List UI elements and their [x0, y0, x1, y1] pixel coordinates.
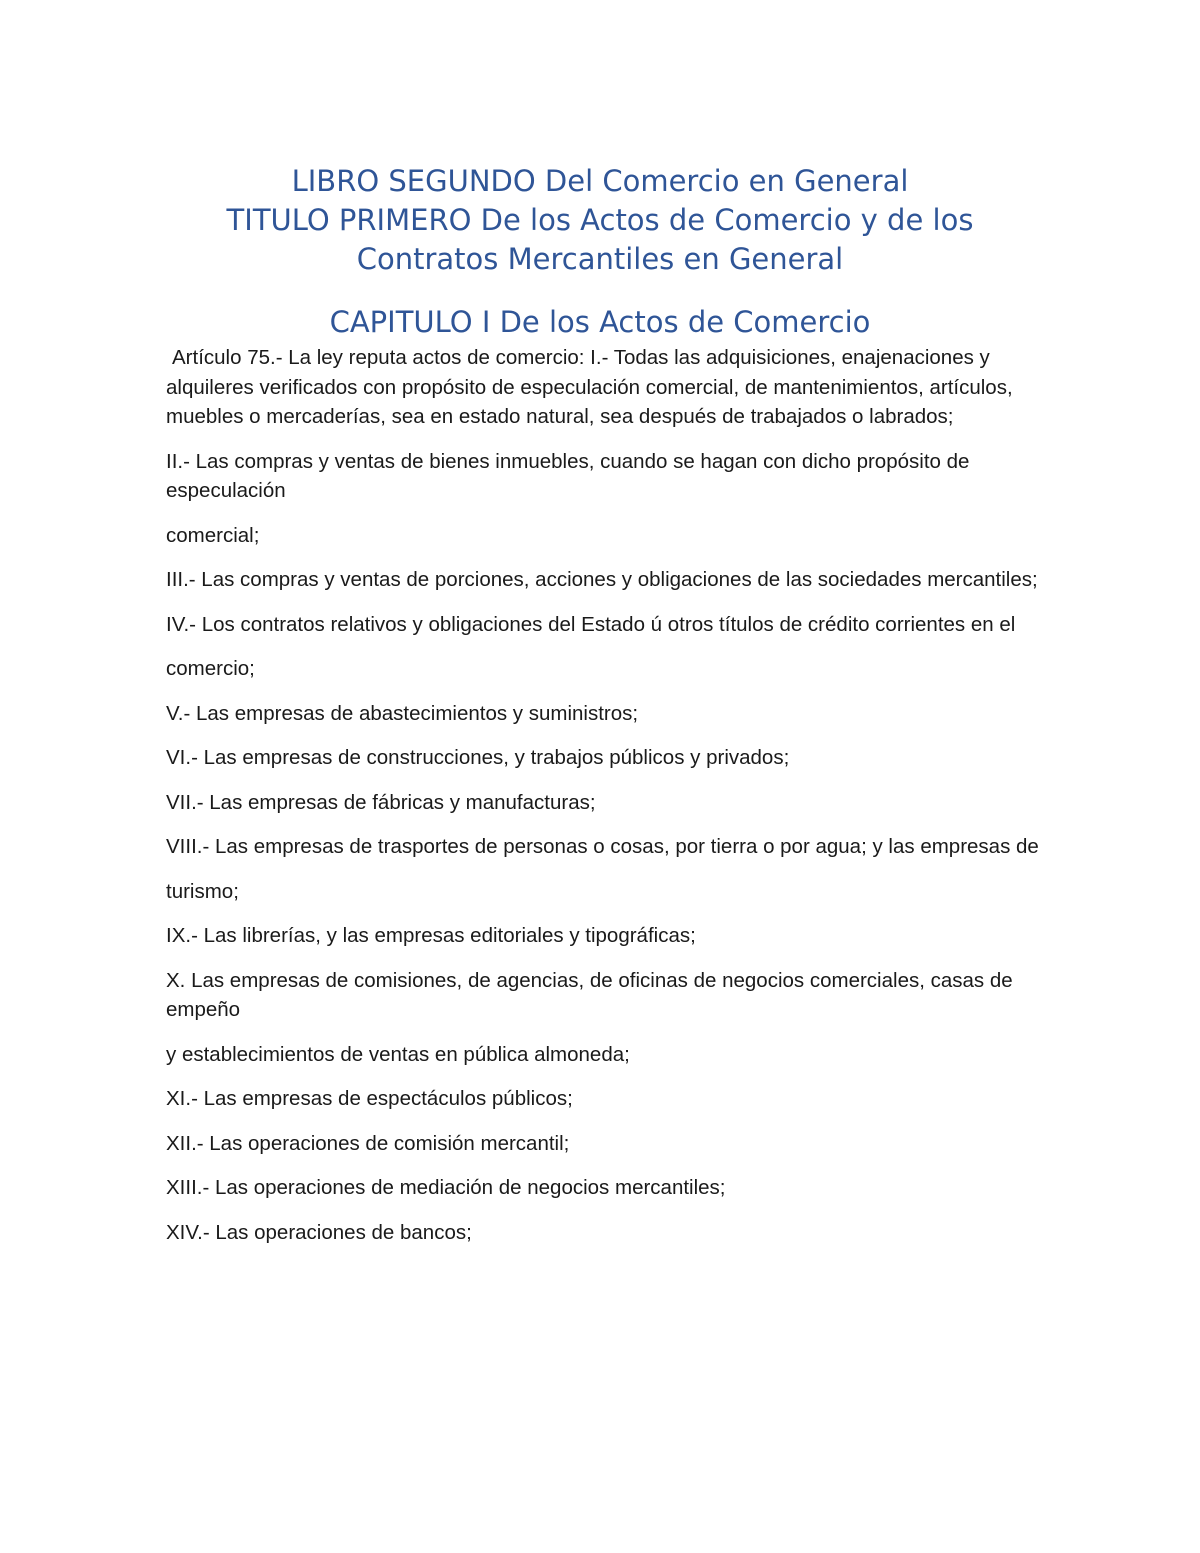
paragraph-viii-cont: turismo;	[166, 879, 239, 903]
paragraph-iv-cont: comercio;	[166, 657, 255, 680]
paragraph-viii: VIII.- Las empresas de trasportes de personas o cosas, por tierra o por agua; y las empresas de	[166, 835, 1039, 858]
title-line-libro: LIBRO SEGUNDO Del Comercio en General	[291, 164, 909, 198]
paragraph-xi: XI.- Las empresas de espectáculos públicos;	[166, 1087, 573, 1110]
paragraph-x-cont: y establecimientos de ventas en pública almoneda;	[166, 1042, 630, 1066]
paragraph-ix: IX.- Las librerías, y las empresas editoriales y tipográficas;	[166, 924, 696, 947]
paragraph-vii: VII.- Las empresas de fábricas y manufacturas;	[166, 790, 596, 814]
paragraph-v: V.- Las empresas de abastecimientos y suministros;	[166, 701, 639, 725]
paragraph-vi: VI.- Las empresas de construcciones, y trabajos públicos y privados;	[166, 746, 790, 769]
paragraph-ii-cont: comercial;	[166, 523, 260, 547]
paragraph-article-75: Artículo 75.- La ley reputa actos de comercio: I.- Todas las adquisiciones, enajenaciones y alquileres verificados con propósito de especulación comercial, de mantenimientos, artículos, muebles o mercaderías, sea en estado natural, sea después de trabajados o labrados;	[166, 346, 1013, 428]
paragraph-ii: II.- Las compras y ventas de bienes inmuebles, cuando se hagan con dicho propósito de especulación	[166, 449, 970, 502]
article-body	[166, 343, 1046, 1262]
paragraph-iii: III.- Las compras y ventas de porciones, acciones y obligaciones de las sociedades mercantiles;	[166, 568, 1038, 591]
paragraph-iv: IV.- Los contratos relativos y obligaciones del Estado ú otros títulos de crédito corrientes en el	[166, 612, 1016, 636]
paragraph-xiv: XIV.- Las operaciones de bancos;	[166, 1220, 472, 1244]
title-block	[150, 162, 1050, 279]
title-line-contratos: Contratos Mercantiles en General	[356, 242, 844, 276]
title-line-titulo: TITULO PRIMERO De los Actos de Comercio y de los	[226, 203, 974, 237]
paragraph-x: X. Las empresas de comisiones, de agencias, de oficinas de negocios comerciales, casas de empeño	[166, 968, 1013, 1021]
chapter-heading: CAPITULO I De los Actos de Comercio	[329, 305, 871, 339]
paragraph-xii: XII.- Las operaciones de comisión mercantil;	[166, 1131, 570, 1155]
paragraph-xiii: XIII.- Las operaciones de mediación de negocios mercantiles;	[166, 1176, 726, 1199]
